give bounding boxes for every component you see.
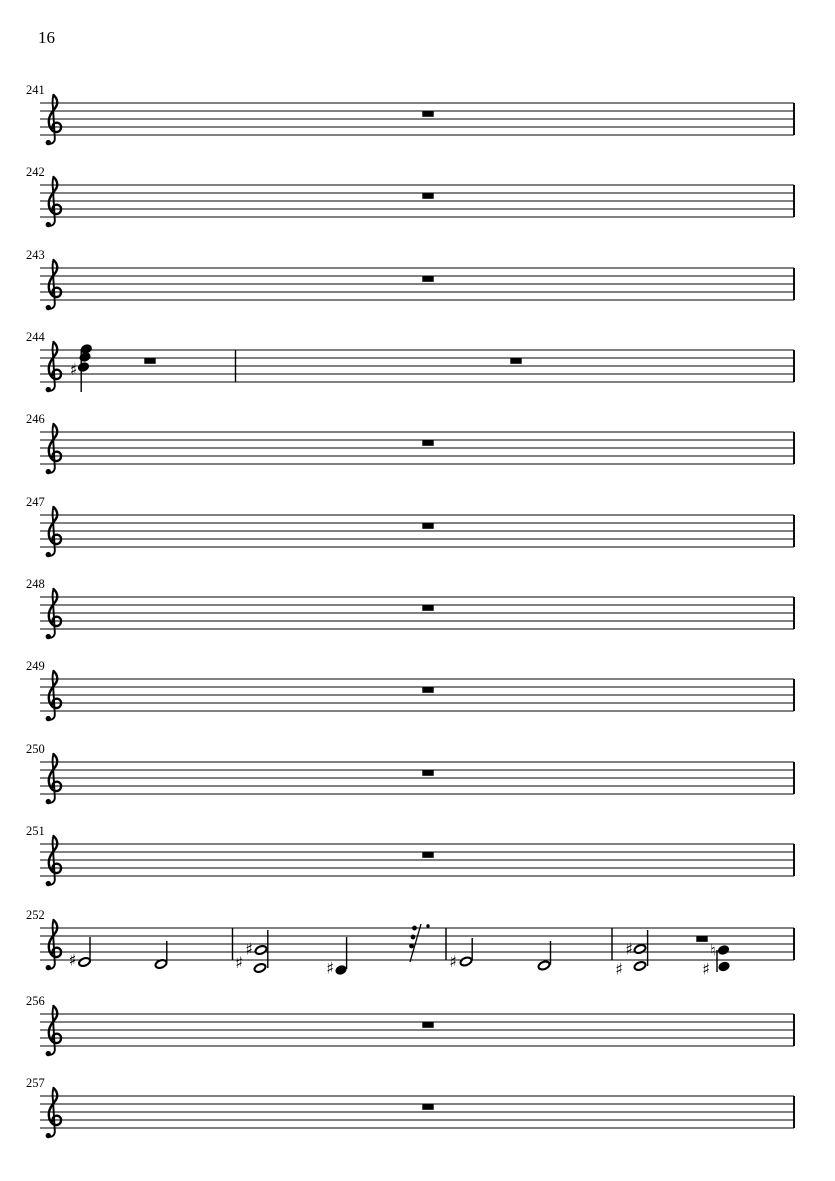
staff-svg xyxy=(0,330,835,402)
measure-number: 257 xyxy=(26,1075,45,1090)
staff-system xyxy=(0,412,835,484)
measure-number: 247 xyxy=(26,494,45,509)
measure-number: 243 xyxy=(26,247,45,262)
half-notehead xyxy=(633,961,646,972)
half-notehead xyxy=(253,963,266,974)
staff-system xyxy=(0,908,835,980)
staff-system xyxy=(0,83,835,155)
staff-svg xyxy=(0,994,835,1066)
staff-svg xyxy=(0,495,835,567)
rest-hook xyxy=(409,944,414,949)
measure-number: 244 xyxy=(26,330,45,344)
sharp-icon: ♯ xyxy=(69,360,78,379)
staff-svg xyxy=(0,908,835,980)
page-number: 16 xyxy=(38,28,55,47)
sharp-icon: ♯ xyxy=(68,950,77,970)
augmentation-dot xyxy=(426,924,429,927)
rest-hook xyxy=(412,926,417,931)
measure-number: 251 xyxy=(26,824,45,838)
whole-rest xyxy=(422,687,433,693)
staff-system xyxy=(0,495,835,567)
staff-system xyxy=(0,330,835,402)
staff-system xyxy=(0,165,835,237)
staff-svg xyxy=(0,577,835,649)
sharp-icon: ♯ xyxy=(615,959,623,979)
sharp-icon: ♯ xyxy=(449,952,457,971)
whole-rest xyxy=(144,358,155,364)
half-notehead xyxy=(459,956,472,967)
whole-rest xyxy=(422,440,433,446)
sharp-icon: ♯ xyxy=(326,958,334,978)
staff-svg xyxy=(0,248,835,320)
measure-number: 250 xyxy=(26,741,45,756)
measure-number: 246 xyxy=(26,412,45,427)
staff-svg xyxy=(0,659,835,731)
staff-svg xyxy=(0,824,835,896)
whole-rest xyxy=(422,523,433,529)
measure-number: 248 xyxy=(26,577,45,591)
half-notehead xyxy=(254,945,267,956)
staff-svg xyxy=(0,165,835,237)
staff-svg xyxy=(0,1076,835,1148)
whole-rest xyxy=(422,1104,433,1110)
whole-rest xyxy=(422,276,433,282)
measure-number: 252 xyxy=(26,908,45,922)
whole-rest xyxy=(510,358,521,364)
staff-system xyxy=(0,1076,835,1148)
staff-svg xyxy=(0,83,835,155)
sharp-icon: ♯ xyxy=(625,939,633,959)
natural-icon: ♮ xyxy=(710,941,716,960)
sharp-icon: ♯ xyxy=(702,959,710,979)
whole-rest xyxy=(422,111,433,117)
whole-rest xyxy=(422,193,433,199)
staff-system xyxy=(0,659,835,731)
black-notehead xyxy=(77,361,90,372)
sharp-icon: ♯ xyxy=(235,953,243,972)
black-notehead xyxy=(717,944,730,955)
measure-number: 249 xyxy=(26,659,45,674)
sharp-icon: ♯ xyxy=(245,939,253,959)
measure-number: 242 xyxy=(26,165,45,180)
whole-rest xyxy=(696,936,707,942)
staff-system xyxy=(0,824,835,896)
half-notehead xyxy=(633,944,646,955)
staff-svg xyxy=(0,742,835,814)
half-notehead xyxy=(537,960,550,971)
staff-system xyxy=(0,577,835,649)
half-notehead xyxy=(78,957,91,968)
staff-svg xyxy=(0,412,835,484)
black-notehead xyxy=(335,964,348,975)
staff-system xyxy=(0,742,835,814)
whole-rest xyxy=(422,852,433,858)
rest-hook xyxy=(411,935,416,940)
measure-number: 241 xyxy=(26,83,45,97)
measure-number: 256 xyxy=(26,994,45,1008)
whole-rest xyxy=(422,1022,433,1028)
staff-system xyxy=(0,994,835,1066)
black-notehead xyxy=(718,961,731,972)
staff-system xyxy=(0,248,835,320)
whole-rest xyxy=(422,605,433,611)
whole-rest xyxy=(422,770,433,776)
